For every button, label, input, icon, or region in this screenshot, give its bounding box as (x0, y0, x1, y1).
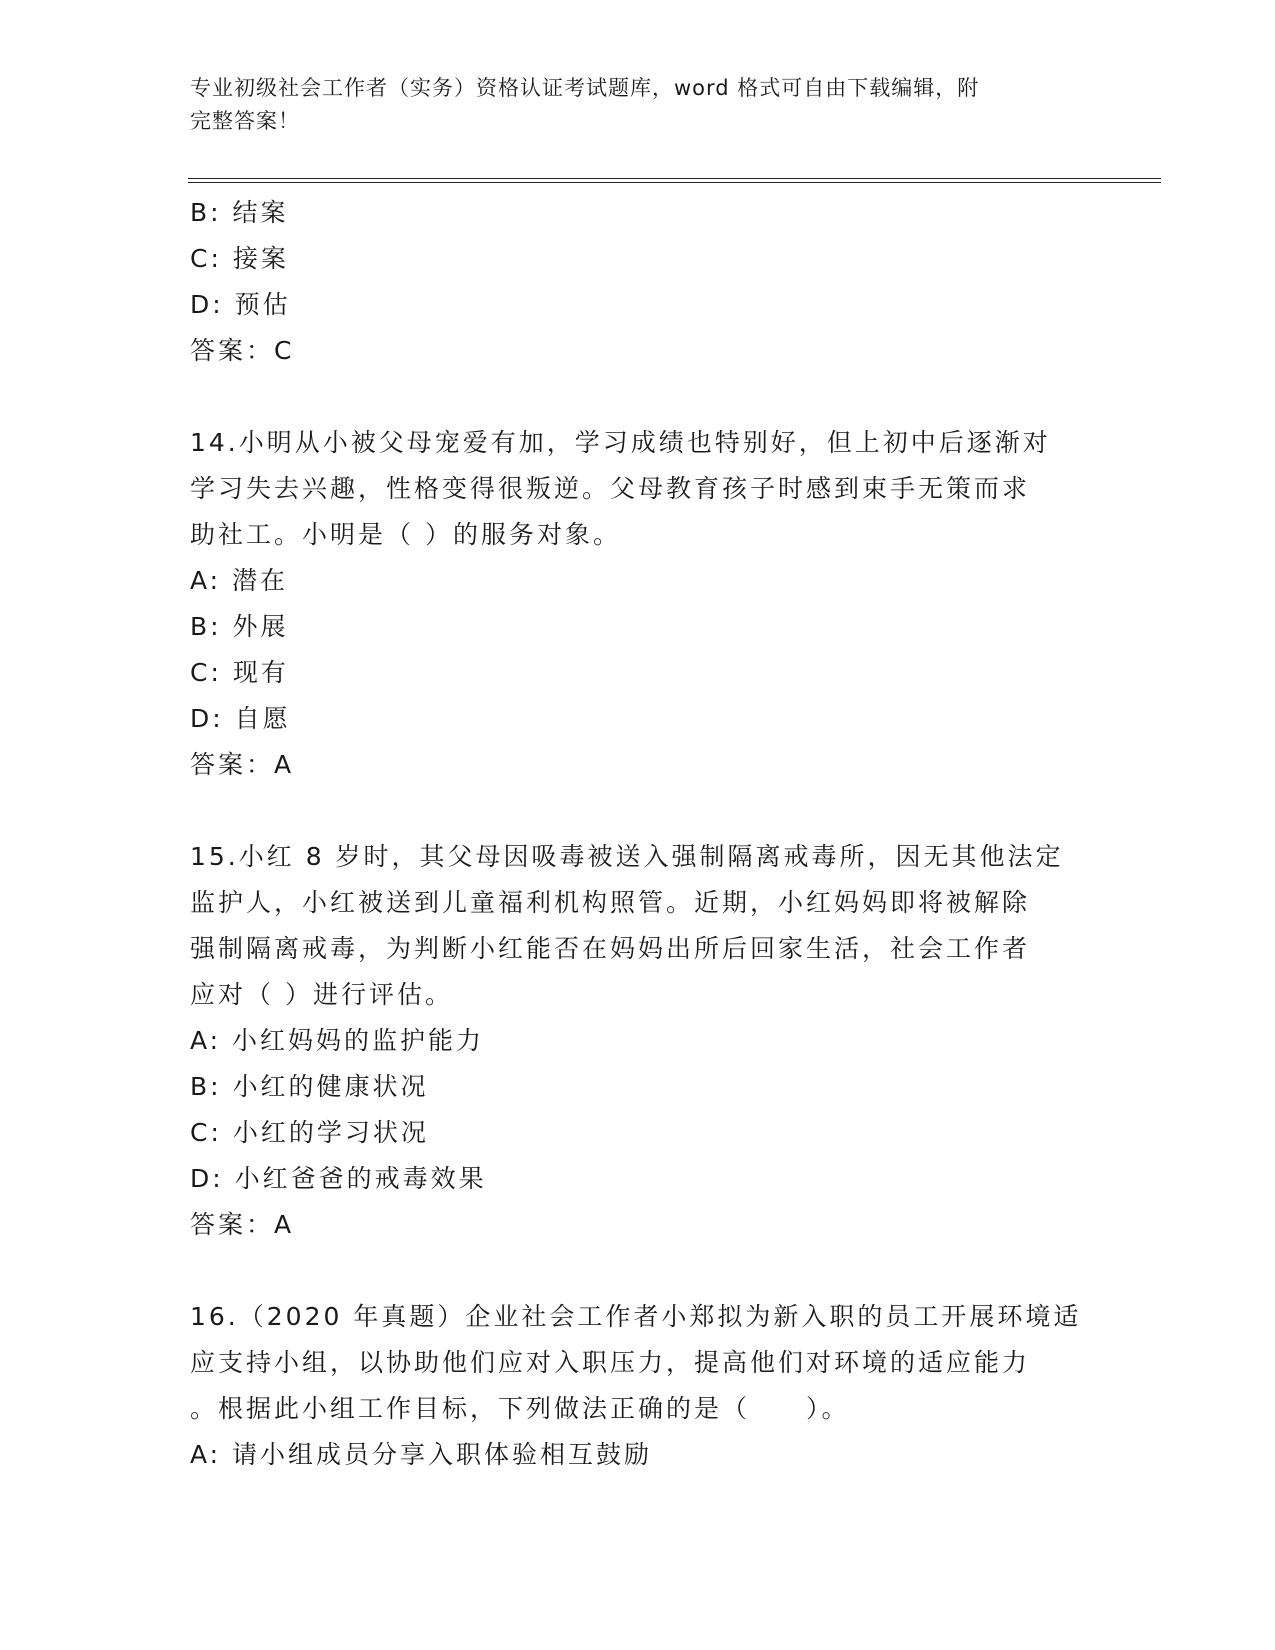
question-text-line: 助社工。小明是（ ）的服务对象。 (190, 520, 621, 549)
question-14 (190, 420, 1090, 788)
document-body (190, 190, 1090, 1478)
question-16 (190, 1294, 1090, 1478)
question-13 (190, 190, 1090, 374)
option-d: D: 预估 (190, 290, 291, 319)
option-c: C: 小红的学习状况 (190, 1118, 429, 1147)
answer: 答案：C (190, 336, 295, 365)
option-d: D: 自愿 (190, 704, 291, 733)
question-text-line: 14.小明从小被父母宠爱有加，学习成绩也特别好，但上初中后逐渐对 (190, 428, 1051, 457)
option-b: B: 外展 (190, 612, 289, 641)
header-line-1: 专业初级社会工作者（实务）资格认证考试题库，word 格式可自由下载编辑，附 (190, 76, 980, 100)
option-a: A: 小红妈妈的监护能力 (190, 1026, 485, 1055)
page-header (190, 72, 1090, 138)
answer: 答案：A (190, 750, 295, 779)
option-a: A: 潜在 (190, 566, 289, 595)
question-text-line: 15.小红 8 岁时，其父母因吸毒被送入强制隔离戒毒所，因无其他法定 (190, 842, 1064, 871)
question-text-line: 16.（2020 年真题）企业社会工作者小郑拟为新入职的员工开展环境适 (190, 1302, 1082, 1331)
answer: 答案：A (190, 1210, 295, 1239)
question-text-line: 应支持小组，以协助他们应对入职压力，提高他们对环境的适应能力 (190, 1348, 1031, 1377)
question-text-line: 应对（ ）进行评估。 (190, 980, 453, 1009)
option-d: D: 小红爸爸的戒毒效果 (190, 1164, 487, 1193)
header-divider (188, 178, 1161, 183)
question-15 (190, 834, 1090, 1248)
question-text-line: 监护人，小红被送到儿童福利机构照管。近期，小红妈妈即将被解除 (190, 888, 1031, 917)
option-b: B: 小红的健康状况 (190, 1072, 429, 1101)
option-a: A: 请小组成员分享入职体验相互鼓励 (190, 1440, 653, 1469)
question-text-line: 。根据此小组工作目标，下列做法正确的是（ ）。 (190, 1394, 850, 1423)
option-b: B: 结案 (190, 198, 289, 227)
question-text-line: 学习失去兴趣，性格变得很叛逆。父母教育孩子时感到束手无策而求 (190, 474, 1031, 503)
option-c: C: 现有 (190, 658, 289, 687)
header-line-2: 完整答案！ (190, 109, 300, 133)
option-c: C: 接案 (190, 244, 289, 273)
question-text-line: 强制隔离戒毒，为判断小红能否在妈妈出所后回家生活，社会工作者 (190, 934, 1031, 963)
